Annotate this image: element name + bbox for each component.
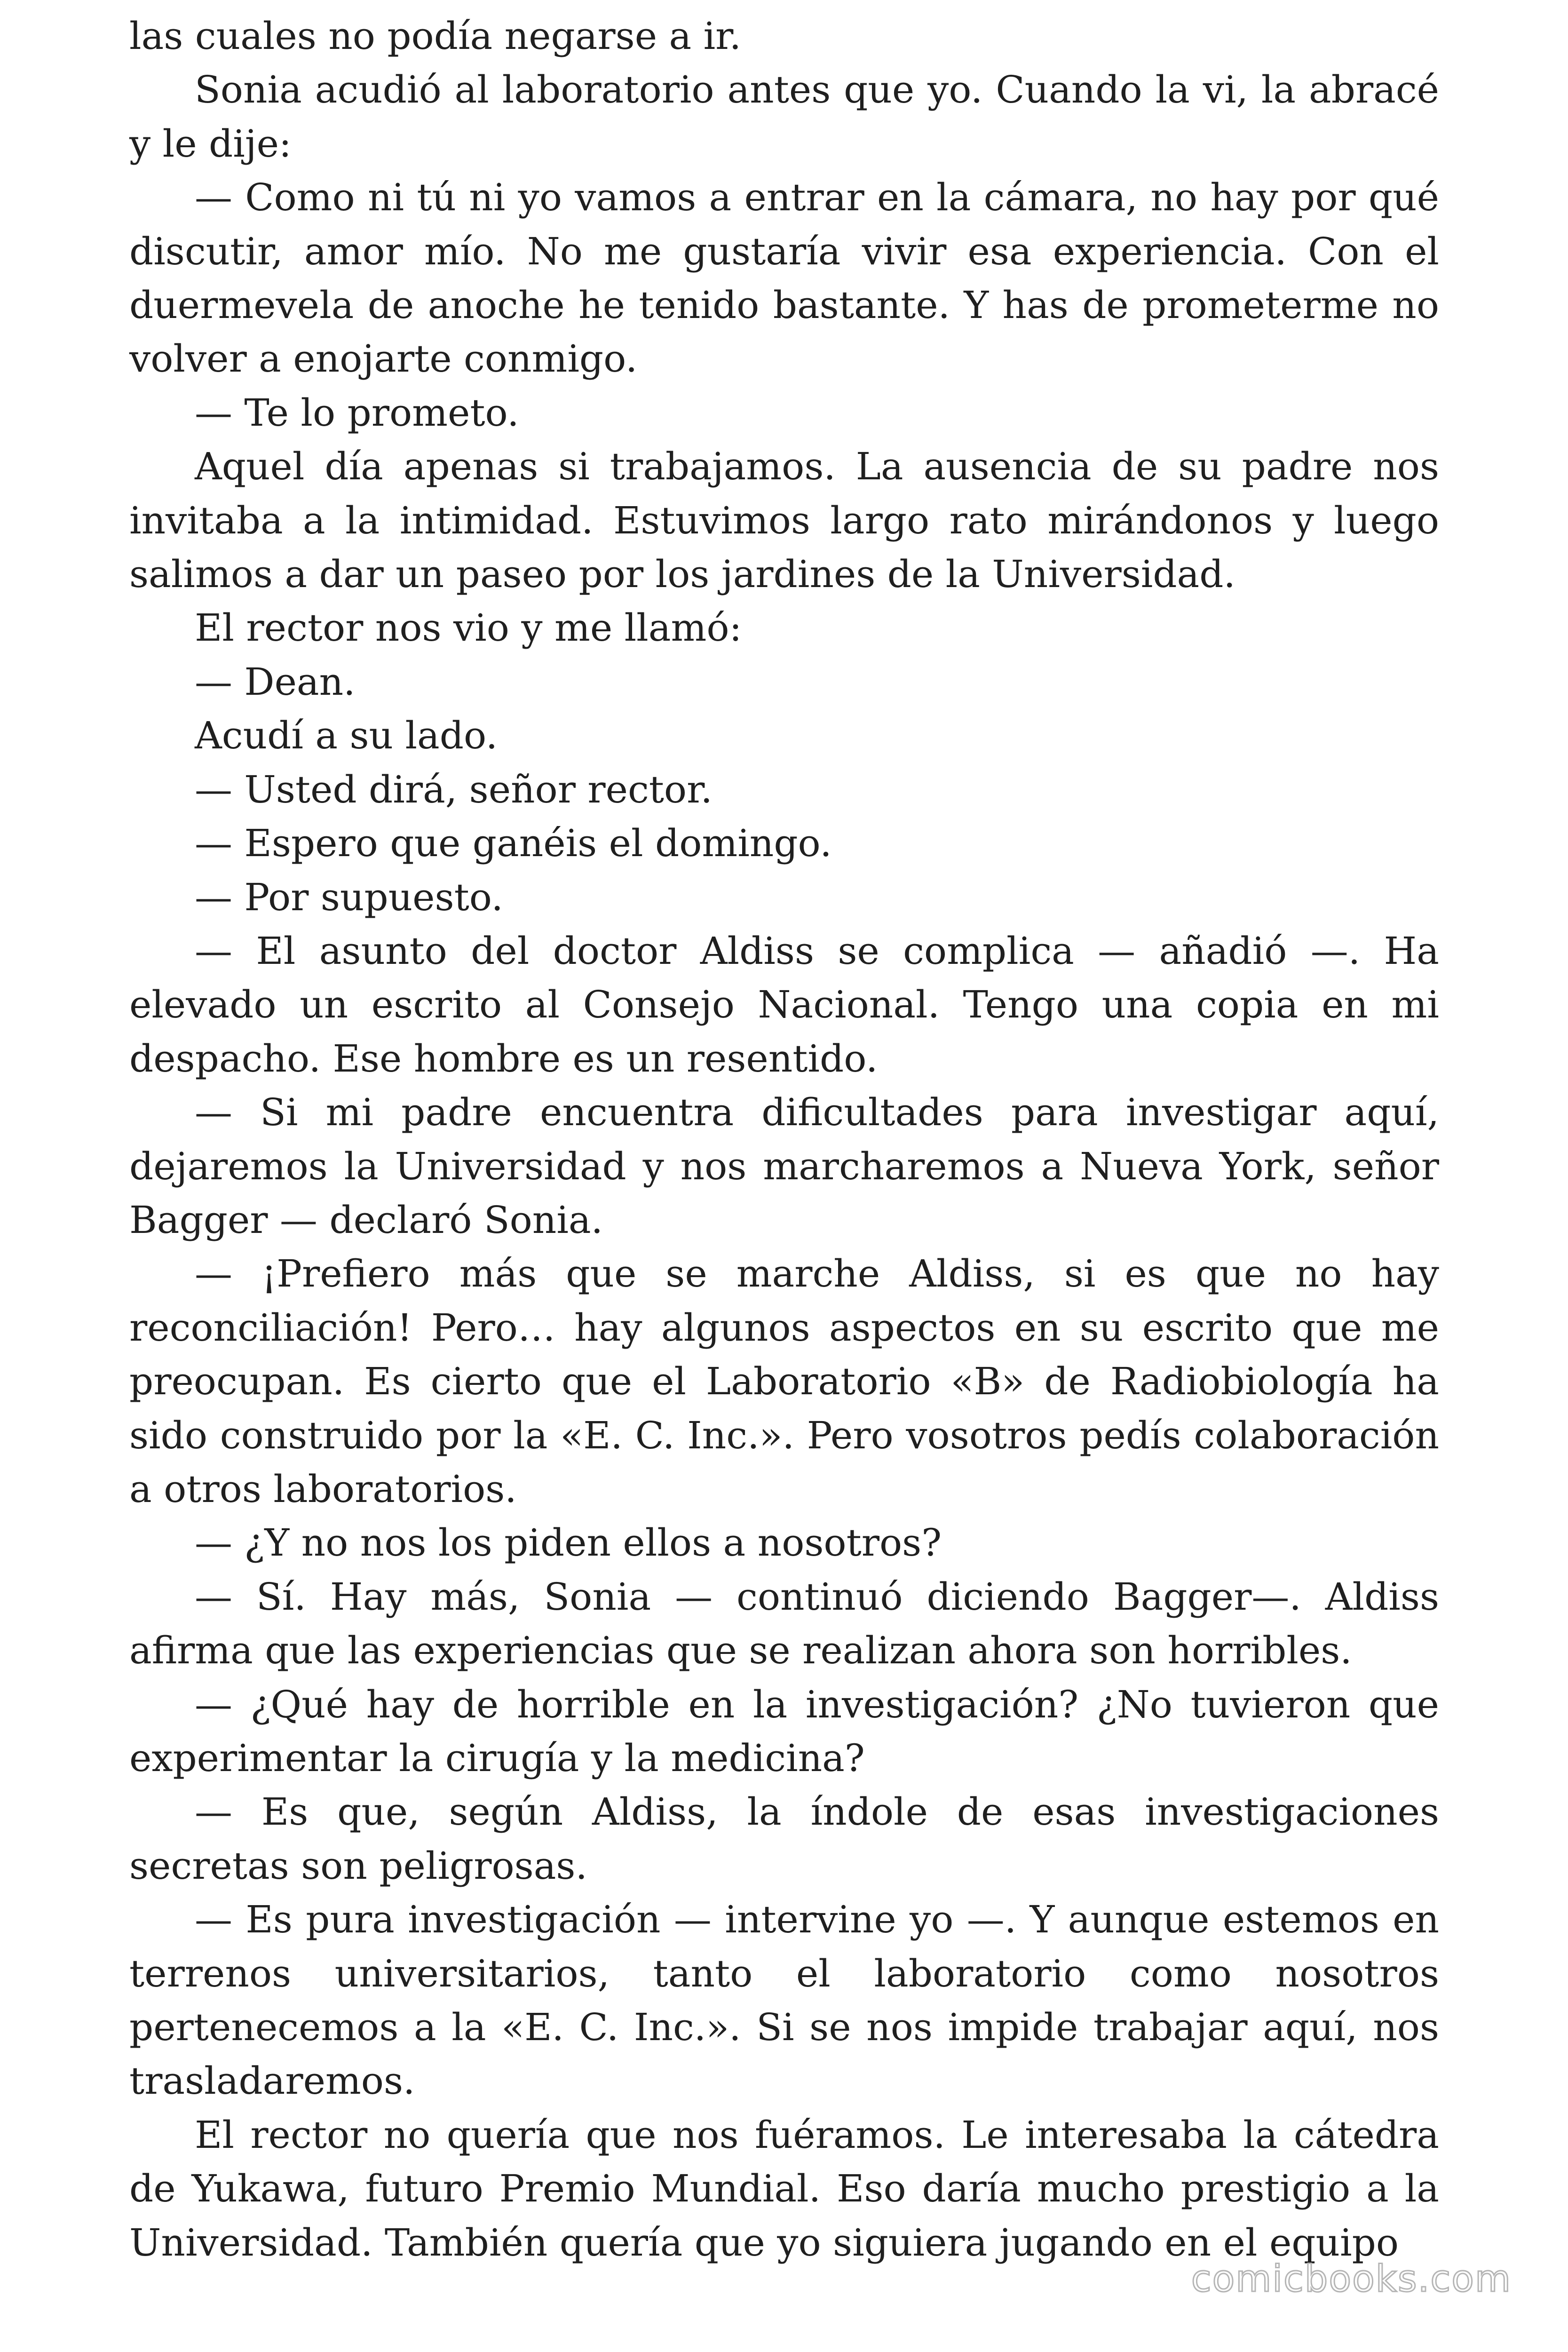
paragraph: — El asunto del doctor Aldiss se complica — añadió —. Ha elevado un escrito al Consejo Nacional. Tengo una copia en mi despacho. Ese hombre es un resentido. (129, 929, 1439, 1081)
paragraph: — ¡Prefiero más que se marche Aldiss, si es que no hay reconciliación! Pero… hay algunos aspectos en su escrito que me preocupan. Es cierto que el Laboratorio «B» de Radiobiología ha sido construido por la «E. C. Inc.». Pero vosotros pedís colaboración a otros laboratorios. (129, 1252, 1439, 1511)
watermark: comicbooks.com (1191, 2258, 1512, 2300)
paragraph: — Es pura investigación — intervine yo —. Y aunque estemos en terrenos universitarios, tanto el laboratorio como nosotros pertenecemos a la «E. C. Inc.». Si se nos impide trabajar aquí, nos trasladaremos. (129, 1898, 1439, 2103)
paragraph: — Espero que ganéis el domingo. (195, 821, 832, 866)
paragraph: — Te lo prometo. (195, 390, 519, 435)
paragraph: — ¿Y no nos los piden ellos a nosotros? (195, 1521, 942, 1565)
paragraph: — Es que, según Aldiss, la índole de esas investigaciones secretas son peligrosas. (129, 1790, 1439, 1888)
paragraph: El rector nos vio y me llamó: (195, 606, 742, 650)
paragraph: — Si mi padre encuentra dificultades para investigar aquí, dejaremos la Universidad y nos marcharemos a Nueva York, señor Bagger — declaró Sonia. (129, 1090, 1439, 1242)
paragraph: — Por supuesto. (195, 875, 503, 919)
paragraph: — ¿Qué hay de horrible en la investigación? ¿No tuvieron que experimentar la cirugía y la medicina? (129, 1682, 1439, 1780)
paragraph: — Sí. Hay más, Sonia — continuó diciendo Bagger—. Aldiss afirma que las experiencias que se realizan ahora son horribles. (129, 1574, 1439, 1673)
paragraph: — Usted dirá, señor rector. (195, 767, 713, 811)
paragraph: — Como ni tú ni yo vamos a entrar en la cámara, no hay por qué discutir, amor mío. No me gustaría vivir esa experiencia. Con el duermevela de anoche he tenido bastante. Y has de prometerme no volver a enojarte conmigo. (129, 175, 1439, 381)
paragraph: Aquel día apenas si trabajamos. La ausencia de su padre nos invitaba a la intimidad. Estuvimos largo rato mirándonos y luego salimos a dar un paseo por los jardines de la Universidad. (129, 445, 1439, 596)
body-text (129, 9, 1439, 2270)
paragraph: las cuales no podía negarse a ir. (129, 14, 742, 58)
paragraph: El rector no quería que nos fuéramos. Le interesaba la cátedra de Yukawa, futuro Premio Mundial. Eso daría mucho prestigio a la Universidad. También quería que yo siguiera jugando en el equipo (129, 2113, 1439, 2265)
paragraph: — Dean. (195, 660, 356, 704)
paragraph: Sonia acudió al laboratorio antes que yo. Cuando la vi, la abracé y le dije: (129, 68, 1439, 166)
paragraph: Acudí a su lado. (195, 714, 498, 758)
